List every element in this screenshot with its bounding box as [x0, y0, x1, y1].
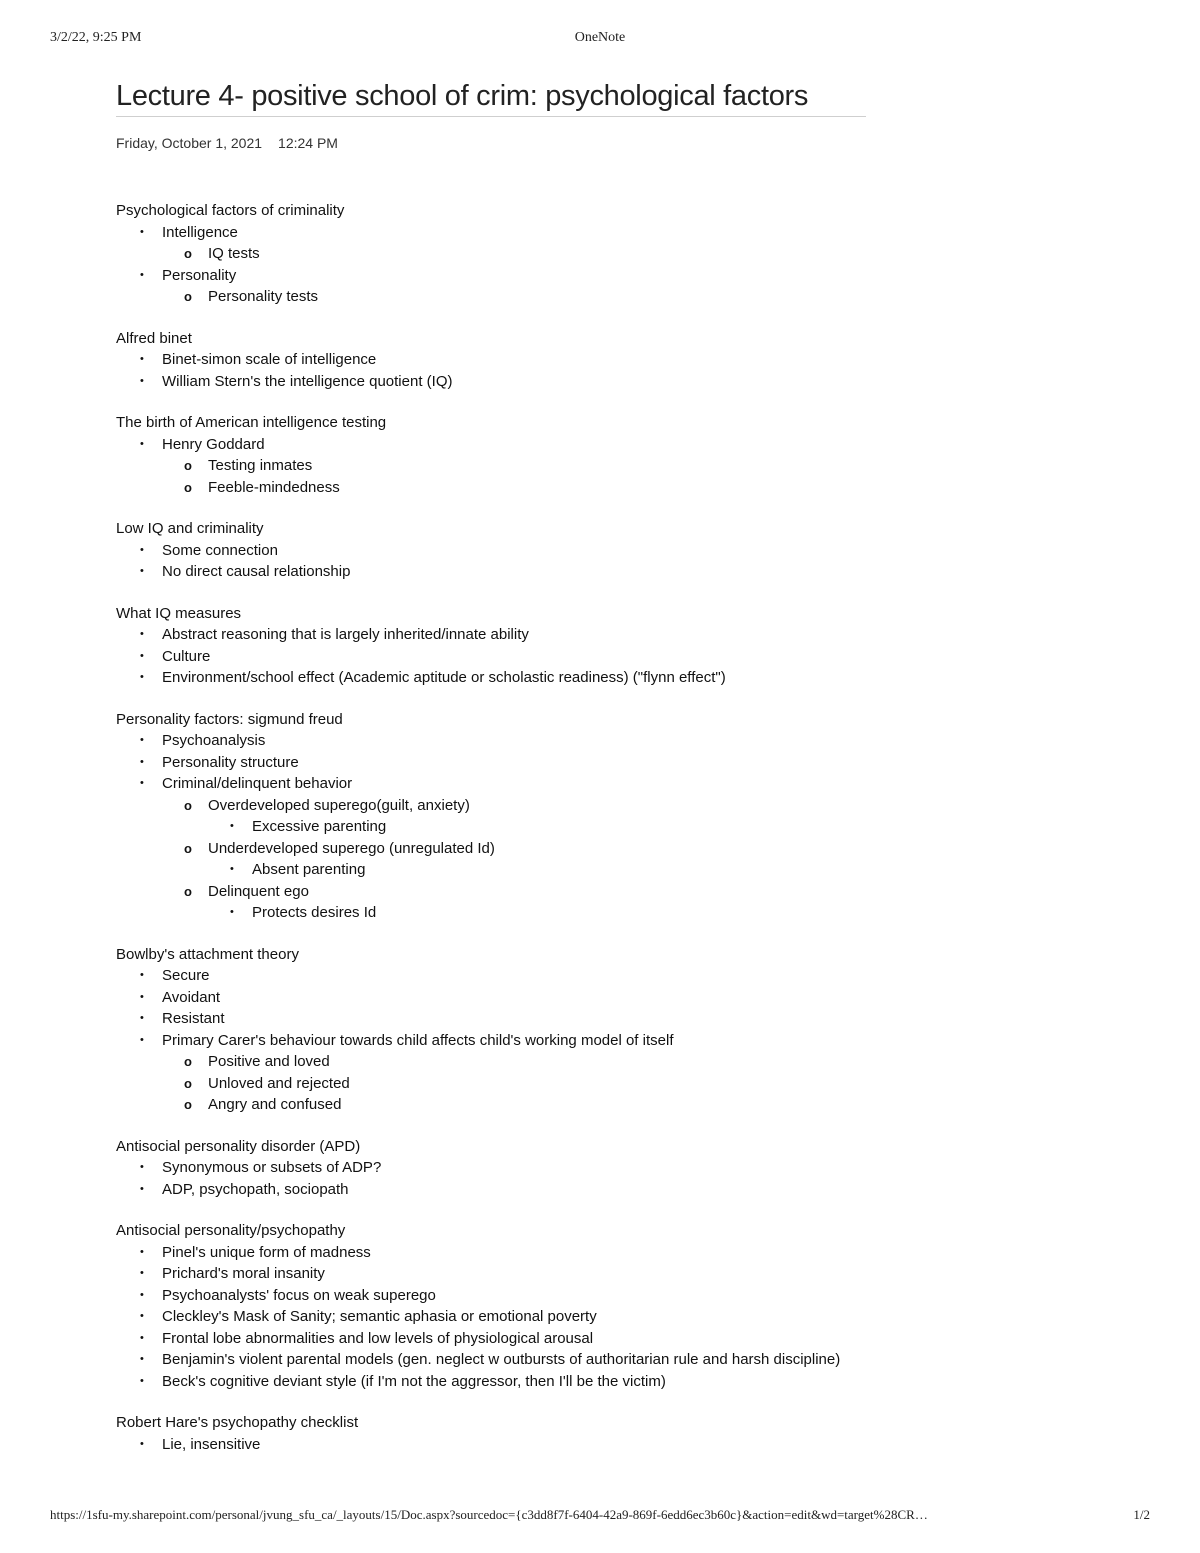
outline-list-level-2	[162, 243, 896, 265]
note-section	[116, 1412, 896, 1455]
list-item-text: Angry and confused	[208, 1096, 342, 1113]
page-created	[116, 135, 338, 151]
bullet-icon: •	[140, 437, 144, 450]
list-item	[116, 222, 896, 265]
list-item-text: Environment/school effect (Academic aptitude or scholastic readiness) ("flynn effect")	[162, 669, 726, 686]
bullet-icon: •	[140, 1033, 144, 1046]
list-item-text: Benjamin's violent parental models (gen. neglect w outbursts of authoritarian rule and harsh discipline)	[162, 1351, 841, 1368]
list-item	[116, 1371, 896, 1393]
list-item-text: Feeble-mindedness	[208, 478, 340, 496]
list-item	[116, 624, 896, 646]
note-section	[116, 328, 896, 393]
note-body	[116, 200, 896, 1475]
list-item-text: Underdeveloped superego (unregulated Id)	[208, 839, 495, 857]
bullet-icon: •	[140, 543, 144, 556]
outline-list-level-1	[116, 624, 896, 689]
list-item-text: Excessive parenting	[252, 818, 387, 835]
print-url: https://1sfu-my.sharepoint.com/personal/jvung_sfu_ca/_layouts/15/Doc.aspx?sourcedoc={c3dd8f7f-6404-42a9-869f-6edd6ec3b60c}&action=edit&wd=target%28CR…	[50, 1507, 928, 1522]
bullet-icon: •	[140, 969, 144, 981]
outline-list-level-1	[116, 349, 896, 392]
bullet-icon: •	[140, 649, 144, 662]
list-item	[116, 561, 896, 583]
list-item	[162, 795, 896, 838]
section-heading: Alfred binet	[116, 329, 192, 347]
list-item-text: Testing inmates	[208, 457, 313, 474]
bullet-icon: •	[140, 1161, 144, 1173]
bullet-icon: •	[140, 374, 144, 387]
outline-list-level-1	[116, 1434, 896, 1456]
list-item-text: Prichard's moral insanity	[162, 1265, 325, 1282]
list-item	[116, 1242, 896, 1264]
bullet-icon: •	[140, 734, 144, 746]
list-item	[208, 902, 896, 924]
bullet-icon: •	[230, 863, 234, 875]
outline-list-level-1	[116, 1157, 896, 1200]
list-item-text: ADP, psychopath, sociopath	[162, 1180, 349, 1198]
list-item	[116, 1434, 896, 1456]
bullet-icon: •	[230, 820, 234, 832]
outline-list-level-2	[162, 795, 896, 924]
outline-list-level-1	[116, 222, 896, 308]
bullet-icon: •	[140, 1331, 144, 1344]
print-header	[50, 30, 1150, 50]
list-item	[116, 1349, 896, 1371]
bullet-icon: •	[230, 906, 234, 918]
list-item	[208, 816, 896, 838]
list-item	[116, 540, 896, 562]
list-item	[116, 773, 896, 924]
bullet-icon: •	[140, 671, 144, 683]
list-item	[116, 349, 896, 371]
outline-list-level-2	[162, 286, 896, 308]
list-item-text: Pinel's unique form of madness	[162, 1243, 371, 1261]
list-item	[208, 859, 896, 881]
section-heading: Low IQ and criminality	[116, 520, 264, 537]
note-section	[116, 709, 896, 924]
note-section	[116, 1136, 896, 1201]
list-item	[162, 243, 896, 265]
list-item-text: Culture	[162, 647, 211, 665]
list-item-text: Absent parenting	[252, 861, 366, 878]
list-item-text: Avoidant	[162, 988, 221, 1006]
note-section	[116, 603, 896, 689]
list-item	[116, 371, 896, 393]
list-item	[162, 286, 896, 308]
hollow-bullet-icon: o	[184, 1097, 192, 1112]
hollow-bullet-icon: o	[184, 840, 192, 856]
list-item-text: IQ tests	[208, 245, 260, 262]
hollow-bullet-icon: o	[184, 246, 192, 261]
outline-list-level-1	[116, 540, 896, 583]
list-item-text: Unloved and rejected	[208, 1074, 350, 1092]
bullet-icon: •	[140, 1288, 144, 1301]
list-item-text: Beck's cognitive deviant style (if I'm not the aggressor, then I'll be the victim)	[162, 1372, 666, 1390]
outline-list-level-3	[208, 816, 896, 838]
outline-list-level-2	[162, 455, 896, 498]
outline-list-level-1	[116, 965, 896, 1116]
list-item-text: Frontal lobe abnormalities and low levels of physiological arousal	[162, 1329, 594, 1347]
list-item	[162, 1094, 896, 1116]
list-item-text: Protects desires Id	[252, 904, 377, 921]
page-title: Lecture 4- positive school of crim: psychological factors	[116, 80, 866, 117]
list-item	[162, 1073, 896, 1095]
print-app-name: OneNote	[574, 30, 626, 45]
list-item-text: Primary Carer's behaviour towards child affects child's working model of itself	[162, 1031, 674, 1049]
list-item-text: Henry Goddard	[162, 435, 265, 453]
section-heading: Personality factors: sigmund freud	[116, 710, 343, 728]
list-item-text: Secure	[162, 967, 210, 984]
bullet-icon: •	[140, 1012, 144, 1024]
bullet-icon: •	[140, 777, 144, 789]
hollow-bullet-icon: o	[184, 289, 192, 304]
list-item-text: William Stern's the intelligence quotient (IQ)	[162, 372, 453, 390]
bullet-icon: •	[140, 1182, 144, 1195]
print-datetime: 3/2/22, 9:25 PM	[50, 30, 142, 45]
section-heading: What IQ measures	[116, 604, 242, 622]
list-item	[116, 1157, 896, 1179]
created-time: 12:24 PM	[278, 135, 338, 151]
print-footer	[50, 1507, 1150, 1527]
list-item	[162, 477, 896, 499]
bullet-icon: •	[140, 1437, 144, 1450]
created-date: Friday, October 1, 2021	[116, 135, 263, 151]
hollow-bullet-icon: o	[184, 458, 192, 473]
list-item-text: Abstract reasoning that is largely inherited/innate ability	[162, 626, 529, 643]
list-item-text: Personality tests	[208, 288, 319, 305]
list-item-text: Positive and loved	[208, 1053, 330, 1070]
note-section	[116, 518, 896, 583]
bullet-icon: •	[140, 353, 144, 365]
list-item	[116, 1328, 896, 1350]
list-item-text: Intelligence	[162, 223, 238, 241]
bullet-icon: •	[140, 1267, 144, 1279]
list-item	[116, 667, 896, 689]
outline-list-level-1	[116, 730, 896, 924]
list-item	[116, 987, 896, 1009]
section-heading: Robert Hare's psychopathy checklist	[116, 1414, 359, 1431]
bullet-icon: •	[140, 1310, 144, 1322]
list-item	[116, 1179, 896, 1201]
hollow-bullet-icon: o	[184, 479, 192, 495]
bullet-icon: •	[140, 628, 144, 640]
section-heading: Antisocial personality disorder (APD)	[116, 1137, 361, 1155]
section-heading: Antisocial personality/psychopathy	[116, 1222, 346, 1239]
bullet-icon: •	[140, 1245, 144, 1258]
list-item-text: Delinquent ego	[208, 882, 309, 900]
section-heading: Psychological factors of criminality	[116, 202, 345, 219]
list-item-text: Synonymous or subsets of ADP?	[162, 1159, 382, 1176]
list-item	[116, 1306, 896, 1328]
hollow-bullet-icon: o	[184, 1075, 192, 1091]
hollow-bullet-icon: o	[184, 883, 192, 899]
list-item-text: Overdeveloped superego(guilt, anxiety)	[208, 796, 470, 814]
list-item-text: Resistant	[162, 1010, 225, 1027]
outline-list-level-1	[116, 1242, 896, 1393]
list-item	[116, 730, 896, 752]
list-item-text: Some connection	[162, 541, 278, 559]
bullet-icon: •	[140, 225, 144, 238]
bullet-icon: •	[140, 268, 144, 281]
bullet-icon: •	[140, 565, 144, 577]
list-item-text: Personality	[162, 266, 237, 284]
list-item	[116, 1263, 896, 1285]
note-section	[116, 1220, 896, 1392]
note-section	[116, 200, 896, 308]
bullet-icon: •	[140, 1374, 144, 1387]
section-heading: Bowlby's attachment theory	[116, 945, 299, 963]
list-item	[162, 881, 896, 924]
list-item	[162, 455, 896, 477]
hollow-bullet-icon: o	[184, 797, 192, 813]
list-item-text: No direct causal relationship	[162, 563, 351, 580]
list-item	[162, 1051, 896, 1073]
list-item-text: Psychoanalysis	[162, 732, 266, 749]
note-section	[116, 944, 896, 1116]
list-item-text: Psychoanalysts' focus on weak superego	[162, 1286, 436, 1304]
bullet-icon: •	[140, 990, 144, 1003]
outline-list-level-3	[208, 859, 896, 881]
bullet-icon: •	[140, 1353, 144, 1365]
list-item	[116, 1030, 896, 1116]
list-item	[116, 1285, 896, 1307]
list-item-text: Personality structure	[162, 753, 299, 771]
list-item	[116, 752, 896, 774]
list-item-text: Binet-simon scale of intelligence	[162, 351, 377, 368]
list-item-text: Lie, insensitive	[162, 1435, 261, 1453]
list-item	[116, 265, 896, 308]
list-item	[116, 434, 896, 499]
print-page-number: 1/2	[1133, 1507, 1150, 1522]
outline-list-level-2	[162, 1051, 896, 1116]
list-item	[116, 1008, 896, 1030]
bullet-icon: •	[140, 755, 144, 768]
list-item-text: Cleckley's Mask of Sanity; semantic aphasia or emotional poverty	[162, 1308, 597, 1325]
outline-list-level-1	[116, 434, 896, 499]
list-item	[116, 965, 896, 987]
list-item	[116, 646, 896, 668]
list-item	[162, 838, 896, 881]
list-item-text: Criminal/delinquent behavior	[162, 775, 353, 792]
section-heading: The birth of American intelligence testing	[116, 414, 387, 431]
outline-list-level-3	[208, 902, 896, 924]
note-section	[116, 412, 896, 498]
hollow-bullet-icon: o	[184, 1054, 192, 1069]
